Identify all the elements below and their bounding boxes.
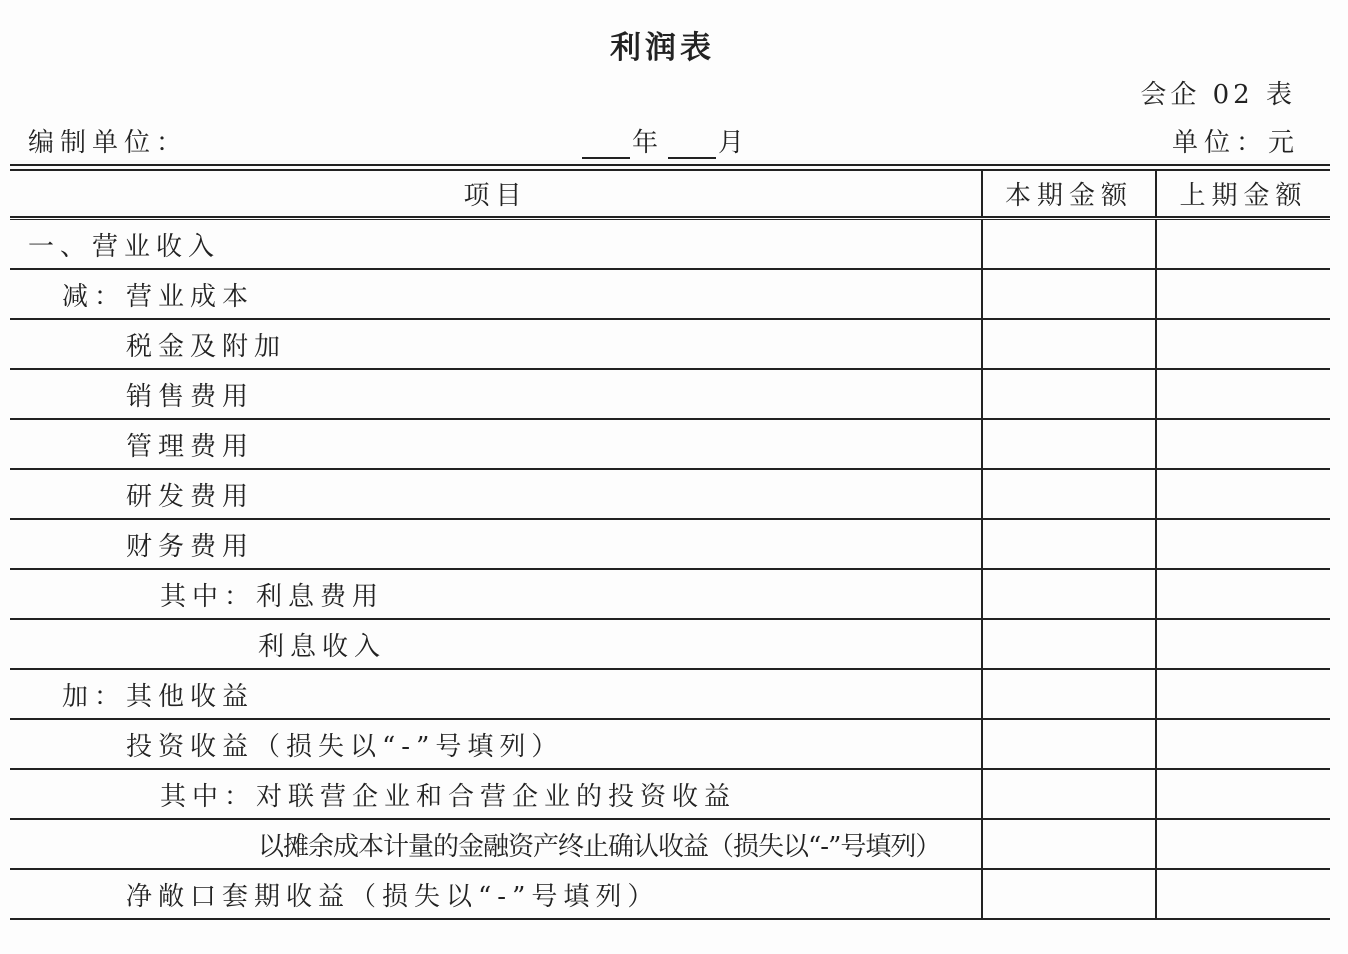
previous-amount-cell[interactable] xyxy=(1156,519,1330,569)
row-label: 减：营业成本 xyxy=(10,269,982,319)
table-header-row xyxy=(10,170,1330,218)
year-label: 年 xyxy=(632,128,665,158)
period-field xyxy=(582,122,750,159)
current-amount-cell[interactable] xyxy=(982,669,1156,719)
current-amount-cell[interactable] xyxy=(982,419,1156,469)
current-amount-cell[interactable] xyxy=(982,819,1156,869)
table-row xyxy=(10,269,1330,319)
table-row xyxy=(10,619,1330,669)
row-label: 其中：对联营企业和合营企业的投资收益 xyxy=(10,769,982,819)
previous-amount-cell[interactable] xyxy=(1156,369,1330,419)
row-label: 利息收入 xyxy=(10,619,982,669)
previous-amount-cell[interactable] xyxy=(1156,269,1330,319)
table-row xyxy=(10,669,1330,719)
current-amount-cell[interactable] xyxy=(982,619,1156,669)
table-row xyxy=(10,769,1330,819)
table-row xyxy=(10,819,1330,869)
previous-amount-cell[interactable] xyxy=(1156,819,1330,869)
previous-amount-cell[interactable] xyxy=(1156,319,1330,369)
previous-amount-cell[interactable] xyxy=(1156,669,1330,719)
row-label: 投资收益（损失以“-”号填列） xyxy=(10,719,982,769)
table-row xyxy=(10,869,1330,919)
table-row xyxy=(10,319,1330,369)
row-label: 一、营业收入 xyxy=(10,218,982,269)
current-amount-cell[interactable] xyxy=(982,269,1156,319)
previous-amount-cell[interactable] xyxy=(1156,469,1330,519)
header-current-amount: 本期金额 xyxy=(982,170,1156,218)
header-rule-top xyxy=(10,164,1330,166)
current-amount-cell[interactable] xyxy=(982,218,1156,269)
row-label: 管理费用 xyxy=(10,419,982,469)
previous-amount-cell[interactable] xyxy=(1156,619,1330,669)
row-label: 以摊余成本计量的金融资产终止确认收益（损失以“-”号填列） xyxy=(10,819,982,869)
previous-amount-cell[interactable] xyxy=(1156,769,1330,819)
table-row xyxy=(10,419,1330,469)
table-row xyxy=(10,218,1330,269)
row-label: 研发费用 xyxy=(10,469,982,519)
row-label: 财务费用 xyxy=(10,519,982,569)
table-row xyxy=(10,469,1330,519)
current-amount-cell[interactable] xyxy=(982,869,1156,919)
row-label: 销售费用 xyxy=(10,369,982,419)
form-number: 会企 02 表 xyxy=(1140,80,1296,110)
table-row xyxy=(10,519,1330,569)
previous-amount-cell[interactable] xyxy=(1156,869,1330,919)
year-blank[interactable] xyxy=(582,131,630,159)
row-label: 其中：利息费用 xyxy=(10,569,982,619)
current-amount-cell[interactable] xyxy=(982,519,1156,569)
current-amount-cell[interactable] xyxy=(982,569,1156,619)
month-blank[interactable] xyxy=(668,131,716,159)
header-item: 项目 xyxy=(10,170,982,218)
page-title: 利润表 xyxy=(610,30,715,66)
row-label: 加：其他收益 xyxy=(10,669,982,719)
table-row xyxy=(10,719,1330,769)
previous-amount-cell[interactable] xyxy=(1156,218,1330,269)
row-label: 税金及附加 xyxy=(10,319,982,369)
current-amount-cell[interactable] xyxy=(982,719,1156,769)
table-row xyxy=(10,369,1330,419)
preparer-label: 编制单位： xyxy=(28,128,189,158)
previous-amount-cell[interactable] xyxy=(1156,569,1330,619)
current-amount-cell[interactable] xyxy=(982,469,1156,519)
income-statement-table xyxy=(10,170,1330,920)
current-amount-cell[interactable] xyxy=(982,769,1156,819)
unit-label: 单位：元 xyxy=(1171,128,1300,158)
row-label: 净敞口套期收益（损失以“-”号填列） xyxy=(10,869,982,919)
current-amount-cell[interactable] xyxy=(982,369,1156,419)
header-previous-amount: 上期金额 xyxy=(1156,170,1330,218)
previous-amount-cell[interactable] xyxy=(1156,419,1330,469)
table-row xyxy=(10,569,1330,619)
month-label: 月 xyxy=(718,128,751,158)
previous-amount-cell[interactable] xyxy=(1156,719,1330,769)
current-amount-cell[interactable] xyxy=(982,319,1156,369)
